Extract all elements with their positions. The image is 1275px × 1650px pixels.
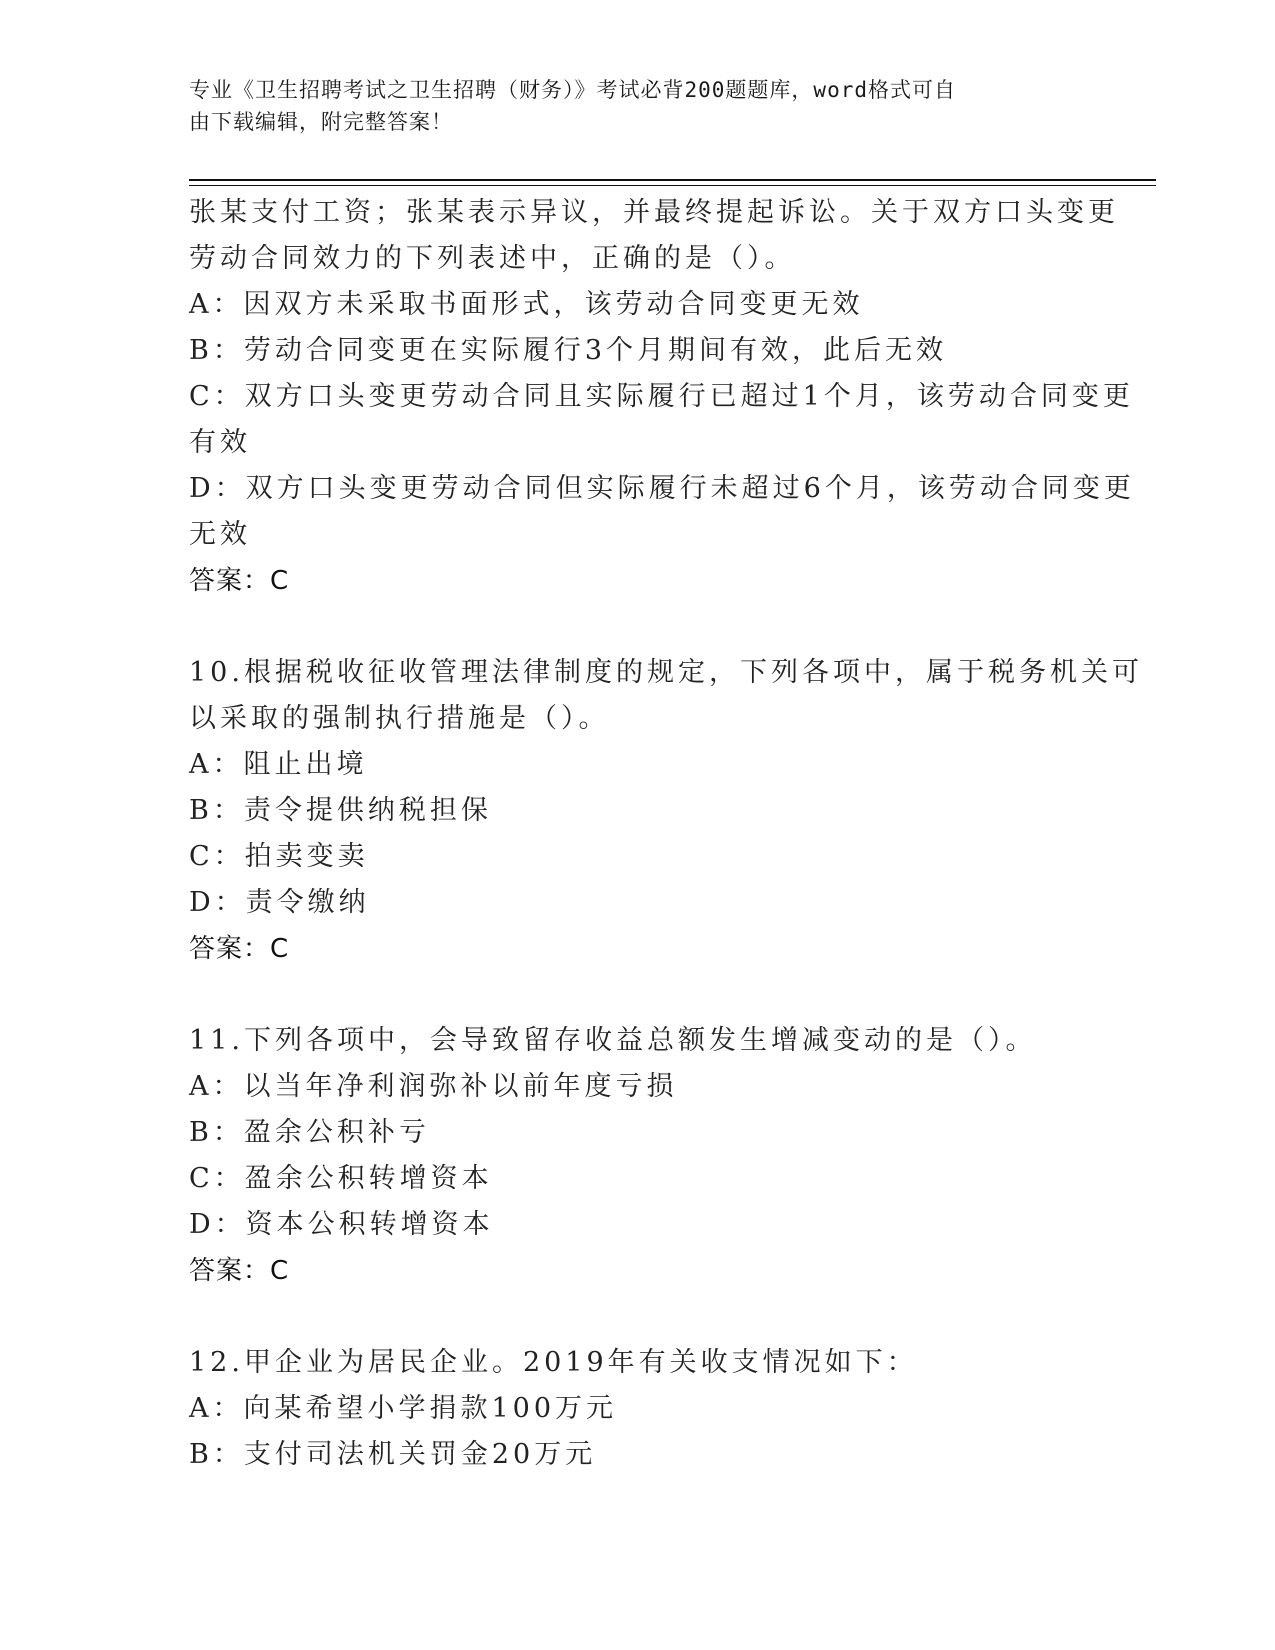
question-10 (189, 650, 1143, 972)
option-a: A：以当年净利润弥补以前年度亏损 (189, 1071, 678, 1102)
question-text: 以采取的强制执行措施是（）。 (189, 703, 610, 734)
option-d: D：资本公积转增资本 (189, 1209, 494, 1240)
document-body (189, 190, 1143, 1478)
option-d: D：责令缴纳 (189, 887, 370, 918)
question-text: 劳动合同效力的下列表述中，正确的是（）。 (189, 243, 796, 274)
header-line-1: 专业《卫生招聘考试之卫生招聘（财务）》考试必背200题题库，word格式可自 (189, 78, 956, 102)
option-a: A：因双方未采取书面形式，该劳动合同变更无效 (189, 289, 864, 320)
question-text: 12.甲企业为居民企业。2019年有关收支情况如下： (189, 1347, 918, 1378)
answer: 答案：C (189, 934, 290, 964)
option-c: C：拍卖变卖 (189, 841, 369, 872)
header-line-2: 由下载编辑，附完整答案！ (189, 110, 453, 134)
option-c-continued: 有效 (189, 427, 251, 458)
question-11 (189, 1018, 1094, 1294)
question-text: 张某支付工资；张某表示异议，并最终提起诉讼。关于双方口头变更 (189, 197, 1119, 228)
spacer (189, 1294, 1094, 1340)
option-b: B：支付司法机关罚金20万元 (189, 1439, 597, 1470)
answer: 答案：C (189, 566, 290, 596)
document-header (189, 74, 1089, 138)
answer: 答案：C (189, 1256, 290, 1286)
option-a: A：向某希望小学捐款100万元 (189, 1393, 618, 1424)
spacer (189, 604, 1094, 650)
option-d: D：双方口头变更劳动合同但实际履行未超过6个月，该劳动合同变更 (189, 473, 1135, 504)
option-c: C：双方口头变更劳动合同且实际履行已超过1个月，该劳动合同变更 (189, 381, 1134, 412)
question-text: 11.下列各项中，会导致留存收益总额发生增减变动的是（）。 (189, 1025, 1037, 1056)
spacer (189, 972, 1094, 1018)
question-9 (189, 190, 1135, 604)
header-divider-thin (189, 185, 1156, 186)
option-b: B：责令提供纳税担保 (189, 795, 492, 826)
question-12 (189, 1340, 1094, 1478)
question-text: 10.根据税收征收管理法律制度的规定，下列各项中，属于税务机关可 (189, 657, 1143, 688)
option-b: B：盈余公积补亏 (189, 1117, 430, 1148)
header-divider-thick (189, 179, 1156, 181)
option-a: A：阻止出境 (189, 749, 368, 780)
option-d-continued: 无效 (189, 519, 251, 550)
option-c: C：盈余公积转增资本 (189, 1163, 493, 1194)
option-b: B：劳动合同变更在实际履行3个月期间有效，此后无效 (189, 335, 948, 366)
